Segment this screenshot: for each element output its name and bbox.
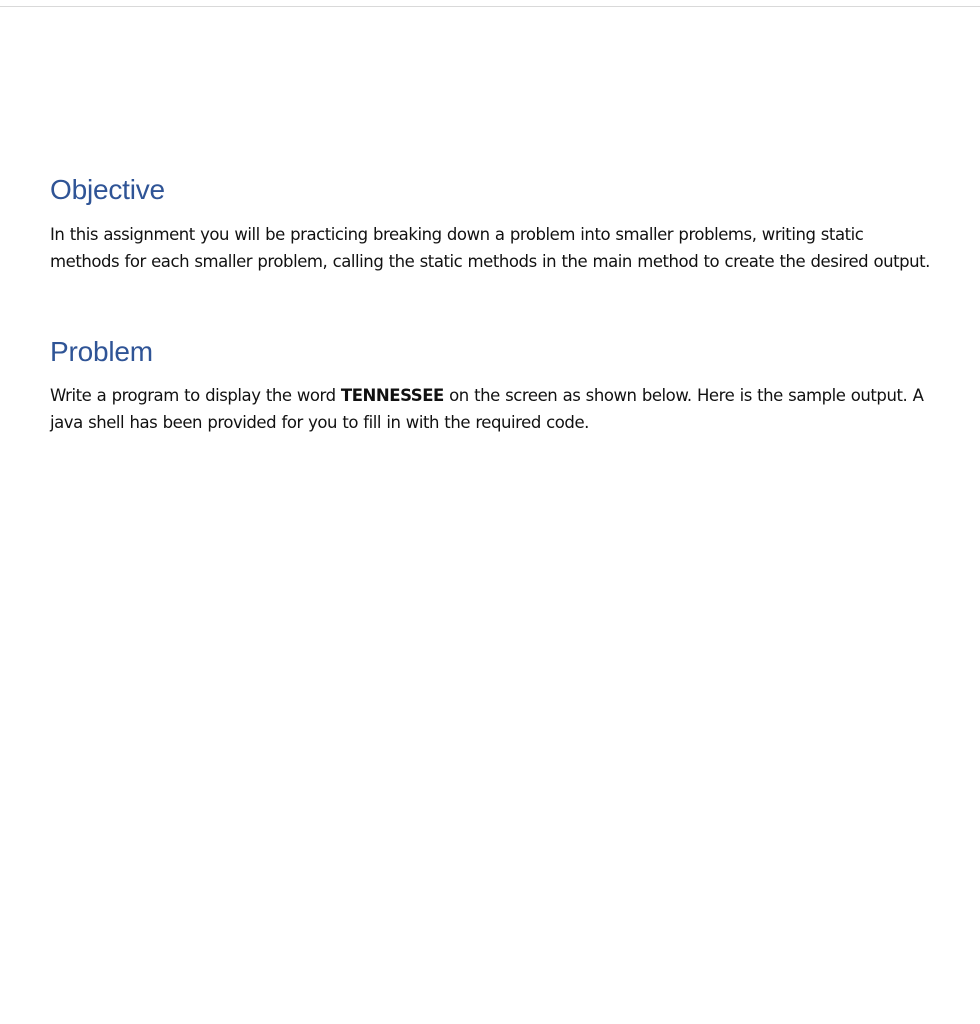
problem-text-before: Write a program to display the word	[50, 386, 341, 405]
problem-text-bold-word: TENNESSEE	[340, 386, 444, 405]
objective-heading: Objective	[50, 174, 165, 205]
problem-paragraph	[50, 382, 930, 436]
problem-heading: Problem	[50, 336, 153, 367]
page-top-border	[0, 6, 980, 7]
problem-text-after: on the screen as shown below. Here is the sample output. A java shell has been provided for you to fill in with the required code.	[50, 386, 924, 432]
objective-paragraph: In this assignment you will be practicing breaking down a problem into smaller problems, writing static methods for each smaller problem, calling the static methods in the main method to create the desired output.	[50, 225, 930, 271]
